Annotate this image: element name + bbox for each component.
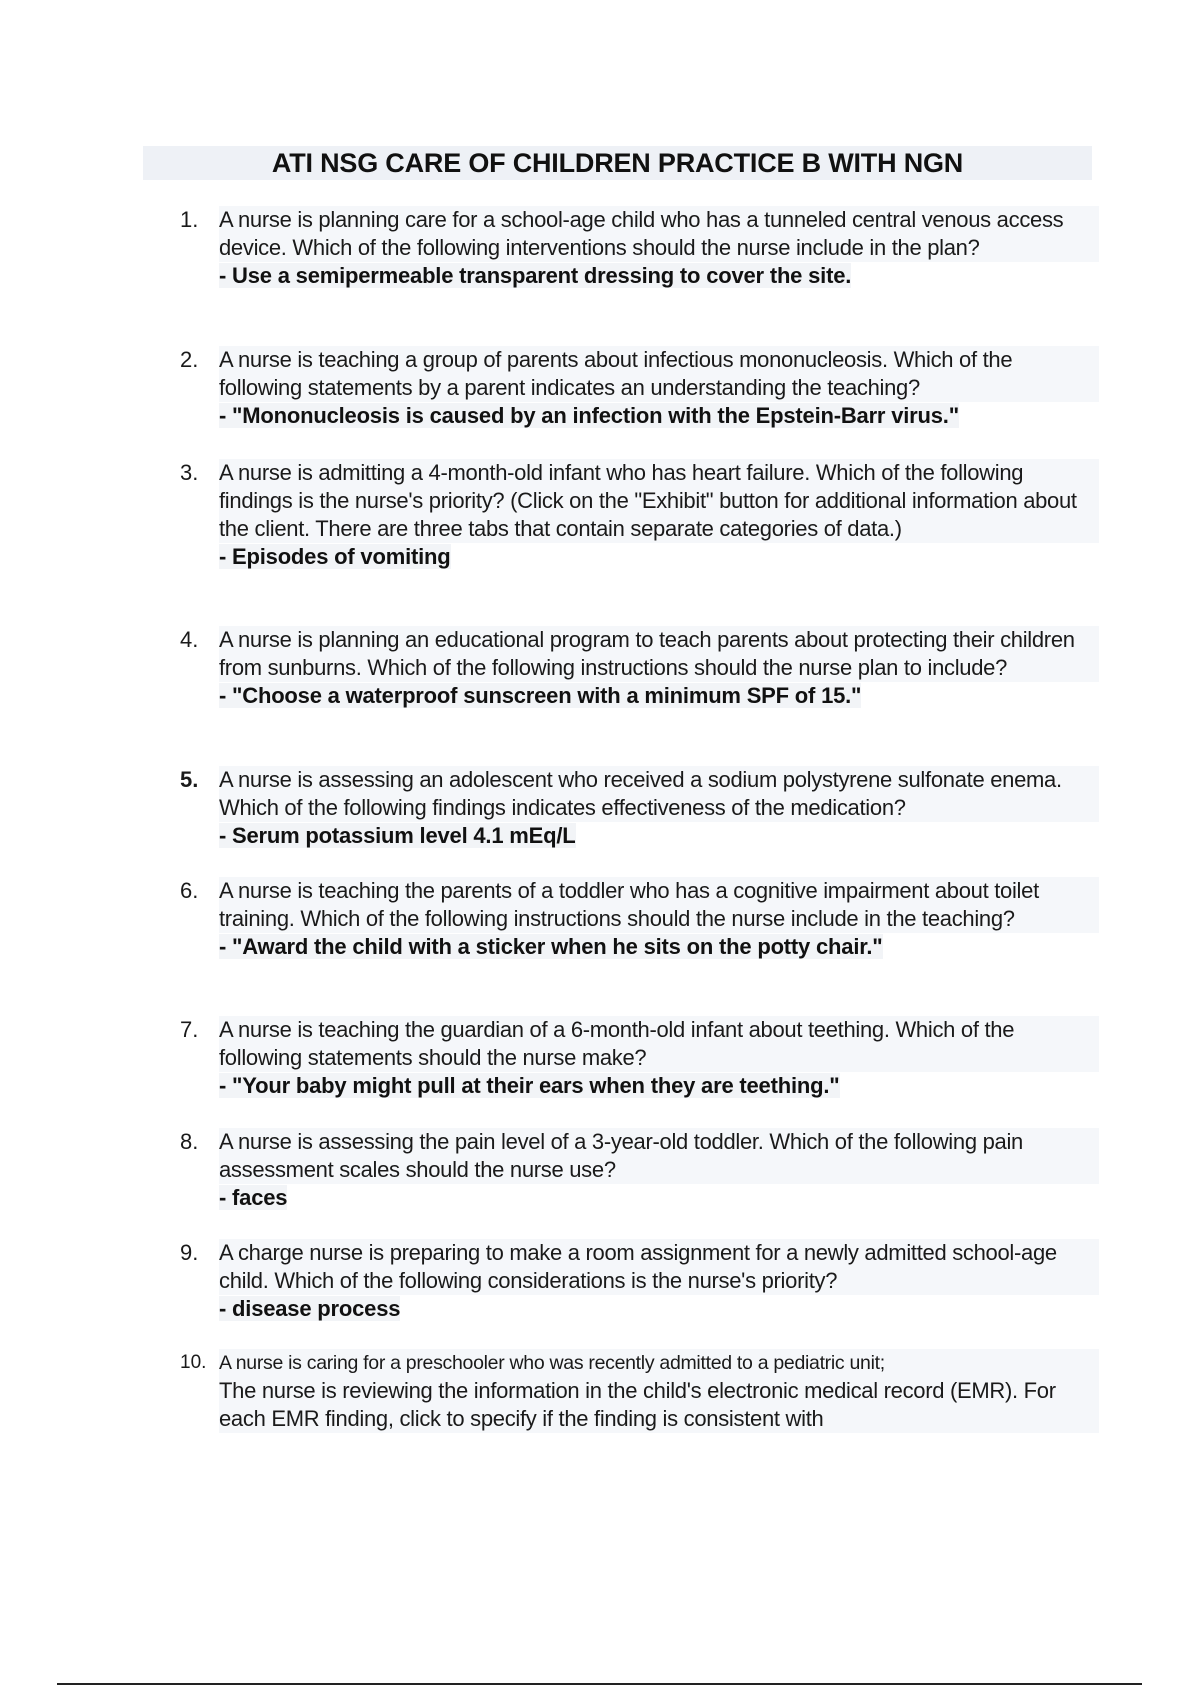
question-text: A charge nurse is preparing to make a room assignment for a newly admitted school-age child. Which of the following considerations is the nurse's priority? xyxy=(219,1239,1099,1295)
question-answer xyxy=(219,1184,1099,1212)
question-number: 2. xyxy=(180,347,199,372)
question-body xyxy=(219,877,1099,961)
answer-text: - "Your baby might pull at their ears when they are teething." xyxy=(219,1073,840,1098)
question-text: A nurse is assessing the pain level of a 3-year-old toddler. Which of the following pain assessment scales should the nurse use? xyxy=(219,1128,1099,1184)
question-text-line1: A nurse is caring for a preschooler who was recently admitted to a pediatric unit; xyxy=(219,1349,1099,1377)
question-text: A nurse is teaching a group of parents about infectious mononucleosis. Which of the following statements by a parent indicates an understanding the teaching? xyxy=(219,346,1099,402)
question-body xyxy=(219,626,1099,710)
question-number: 7. xyxy=(180,1017,199,1042)
answer-text: - Serum potassium level 4.1 mEq/L xyxy=(219,823,576,848)
question-body xyxy=(219,1349,1099,1433)
question-answer xyxy=(219,822,1099,850)
question-body xyxy=(219,206,1099,290)
answer-text: - Episodes of vomiting xyxy=(219,544,451,569)
question-body xyxy=(219,346,1099,430)
question-answer xyxy=(219,682,1099,710)
question-body xyxy=(219,766,1099,850)
question-number: 6. xyxy=(180,878,199,903)
question-number: 4. xyxy=(180,627,199,652)
question-number: 8. xyxy=(180,1129,199,1154)
question-answer xyxy=(219,543,1099,571)
question-number: 3. xyxy=(180,460,199,485)
question-answer xyxy=(219,1072,1099,1100)
question-answer xyxy=(219,262,1099,290)
question-number: 10. xyxy=(180,1352,207,1373)
answer-text: - "Award the child with a sticker when he sits on the potty chair." xyxy=(219,934,883,959)
answer-text: - Use a semipermeable transparent dressing to cover the site. xyxy=(219,263,852,288)
question-body xyxy=(219,459,1099,571)
question-text: A nurse is planning care for a school-age child who has a tunneled central venous access device. Which of the following interventions should the nurse include in the plan? xyxy=(219,206,1099,262)
question-text: A nurse is admitting a 4-month-old infant who has heart failure. Which of the following findings is the nurse's priority? (Click on the "Exhibit" button for additional information about the client. There are three tabs that contain separate categories of data.) xyxy=(219,459,1099,543)
question-text: A nurse is teaching the parents of a toddler who has a cognitive impairment about toilet training. Which of the following instructions should the nurse include in the teaching? xyxy=(219,877,1099,933)
answer-text: - disease process xyxy=(219,1296,401,1321)
question-answer xyxy=(219,402,1099,430)
question-answer xyxy=(219,1295,1099,1323)
question-body xyxy=(219,1128,1099,1212)
answer-text: - "Choose a waterproof sunscreen with a minimum SPF of 15." xyxy=(219,683,862,708)
answer-text: - "Mononucleosis is caused by an infection with the Epstein-Barr virus." xyxy=(219,403,959,428)
question-body xyxy=(219,1239,1099,1323)
question-number: 1. xyxy=(180,207,199,232)
question-text: A nurse is planning an educational program to teach parents about protecting their children from sunburns. Which of the following instructions should the nurse plan to include? xyxy=(219,626,1099,682)
page-title: ATI NSG CARE OF CHILDREN PRACTICE B WITH NGN xyxy=(271,148,964,178)
question-answer xyxy=(219,933,1099,961)
footer-rule xyxy=(57,1683,1142,1685)
question-number: 9. xyxy=(180,1240,199,1265)
question-body xyxy=(219,1016,1099,1100)
question-number: 5. xyxy=(180,767,199,792)
question-text: The nurse is reviewing the information in the child's electronic medical record (EMR). For each EMR finding, click to specify if the finding is consistent with xyxy=(219,1377,1099,1433)
answer-text: - faces xyxy=(219,1185,288,1210)
question-text: A nurse is assessing an adolescent who received a sodium polystyrene sulfonate enema. Which of the following findings indicates effectiveness of the medication? xyxy=(219,766,1099,822)
question-text: A nurse is teaching the guardian of a 6-month-old infant about teething. Which of the following statements should the nurse make? xyxy=(219,1016,1099,1072)
